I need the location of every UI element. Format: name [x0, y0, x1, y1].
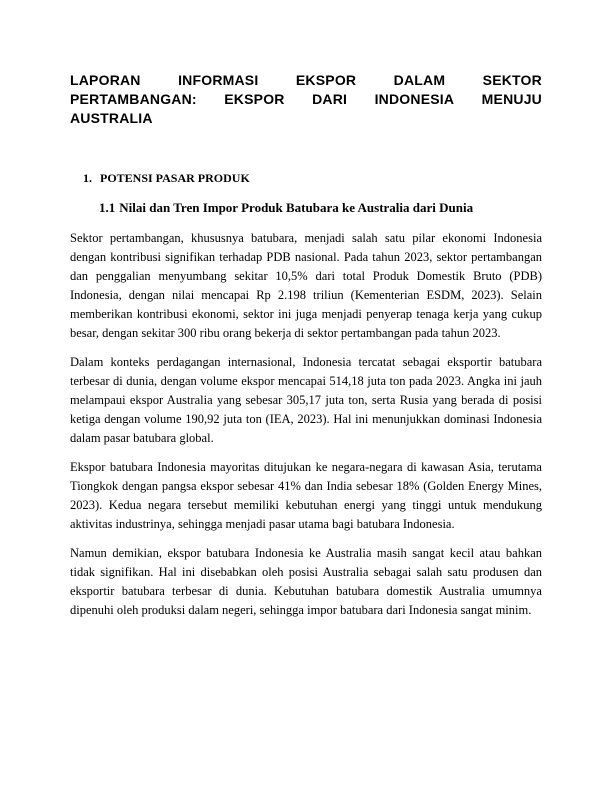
- paragraph-4: Namun demikian, ekspor batubara Indonesia ke Australia masih sangat kecil atau bahkan tidak signifikan. Hal ini disebabkan oleh posisi Australia sebagai salah satu produsen dan eksportir batubara terbesar di dunia. Kebutuhan batubara domestik Australia umumnya dipenuhi oleh produksi dalam negeri, sehingga impor batubara dari Indonesia sangat minim.: [70, 546, 542, 617]
- paragraph-3: Ekspor batubara Indonesia mayoritas ditujukan ke negara-negara di kawasan Asia, terutama Tiongkok dengan pangsa ekspor sebesar 41% dan India sebesar 18% (Golden Energy Mines, 2023). Kedua negara tersebut memiliki kebutuhan energi yang tinggi untuk mendukung aktivitas industrinya, sehingga menjadi pasar utama bagi batubara Indonesia.: [70, 460, 542, 531]
- document-title-line-2: PERTAMBANGAN: EKSPOR DARI INDONESIA MENUJU: [70, 91, 542, 107]
- section-heading-text: POTENSI PASAR PRODUK: [100, 171, 250, 185]
- document-title: [70, 71, 542, 128]
- document-title-line-1: LAPORAN INFORMASI EKSPOR DALAM SEKTOR: [70, 72, 542, 88]
- section-heading-1: [83, 170, 542, 186]
- subsection-heading-1-1: [99, 199, 542, 216]
- paragraph-2: Dalam konteks perdagangan internasional, Indonesia tercatat sebagai eksportir batubara terbesar di dunia, dengan volume ekspor mencapai 514,18 juta ton pada 2023. Angka ini jauh melampaui ekspor Australia yang sebesar 305,17 juta ton, serta Rusia yang berada di posisi ketiga dengan volume 190,92 juta ton (IEA, 2023). Hal ini menunjukkan dominasi Indonesia dalam pasar batubara global.: [70, 355, 542, 445]
- subsection-heading-text: Nilai dan Tren Impor Produk Batubara ke Australia dari Dunia: [119, 200, 474, 215]
- paragraph-1: Sektor pertambangan, khususnya batubara, menjadi salah satu pilar ekonomi Indonesia dengan kontribusi signifikan terhadap PDB nasional. Pada tahun 2023, sektor pertambangan dan penggalian menyumbang sekitar 10,5% dari total Produk Domestik Bruto (PDB) Indonesia, dengan nilai mencapai Rp 2.198 triliun (Kementerian ESDM, 2023). Selain memberikan kontribusi ekonomi, sektor ini juga menjadi penyerap tenaga kerja yang cukup besar, dengan sekitar 300 ribu orang bekerja di sektor pertambangan pada tahun 2023.: [70, 231, 542, 340]
- subsection-number: 1.1: [99, 200, 116, 215]
- section-number: 1.: [83, 171, 92, 185]
- document-title-line-3: AUSTRALIA: [70, 110, 153, 126]
